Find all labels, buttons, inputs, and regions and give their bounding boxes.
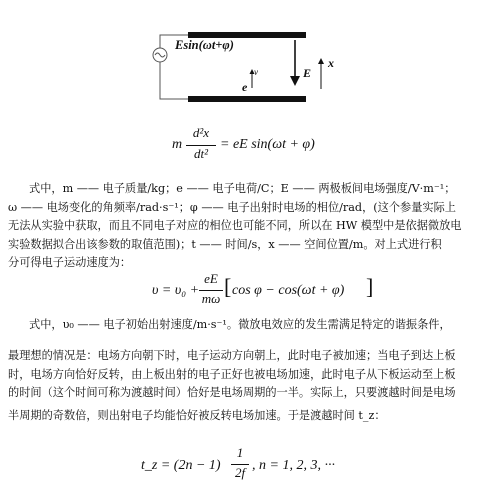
wire-bottom <box>160 62 188 99</box>
eq1-rhs: = eE sin(ωt + φ) <box>220 137 315 152</box>
eq3-lhs: t_z = (2n − 1) <box>141 458 221 473</box>
eq3-numerator: 1 <box>236 445 244 460</box>
para2-line4: 的时间（这个时间可称为渡越时间）恰好是电场周期的一半。实际上，只要渡越时间是电场 <box>8 386 456 399</box>
para1-line2: ω —— 电场变化的角频率/rad·s⁻¹；φ —— 电子出射时电场的相位/rad，(这个参量实际上 <box>8 201 456 214</box>
para2-line5: 半周期的奇数倍，则出射电子均能恰好被反转电场加速。于是渡越时间 t_z： <box>8 409 386 422</box>
eq2-lhs: υ = υ₀ + <box>152 283 200 298</box>
para2-line2: 最理想的情况是：电场方向朝下时，电子运动方向朝上，此时电子被加速；当电子到达上板 <box>8 349 456 362</box>
para1-line1: 式中，m —— 电子质量/kg；e —— 电子电荷/C；E —— 两极板间电场强度/V·m⁻¹； <box>29 182 456 195</box>
circuit-diagram <box>0 0 500 120</box>
bottom-plate <box>188 96 306 102</box>
eq2-denominator: mω <box>201 291 221 306</box>
eq3-denominator: 2f <box>234 465 246 480</box>
eq1-denominator: dt² <box>193 146 208 161</box>
source-label: Esin(ωt+φ) <box>175 38 234 52</box>
field-label: E <box>303 66 312 80</box>
eq1-numerator: d²x <box>192 125 210 140</box>
para1-line4: 实验数据拟合出该参数的取值范围)；t —— 时间/s，x —— 空间位置/m。对上式进行积 <box>8 238 442 251</box>
para2-line3: 时，电场方向恰好反转，由上板出射的电子正好也被电场加速，此时电子从下板运动至上板 <box>8 368 456 381</box>
para1-line5: 分可得电子运动速度为： <box>8 256 132 269</box>
eq1-lhs-coef: m <box>172 137 183 152</box>
electron-label: e <box>242 80 248 94</box>
eq2-numerator: eE <box>204 271 218 286</box>
eq3-rhs: , n = 1, 2, 3, ··· <box>252 458 335 473</box>
para1-line3: 无法从实验中获取，而且不同电子对应的相位也可能不同，所以在 HW 模型中是依据微放电 <box>8 219 462 232</box>
axis-label: x <box>328 56 334 70</box>
eq2-bracket-content: cos φ − cos(ωt + φ) <box>232 283 345 298</box>
para2-line1: 式中，υ₀ —— 电子初始出射速度/m·s⁻¹。微放电效应的发生需满足特定的谐振条件， <box>29 318 451 331</box>
velocity-label: v <box>254 67 258 77</box>
